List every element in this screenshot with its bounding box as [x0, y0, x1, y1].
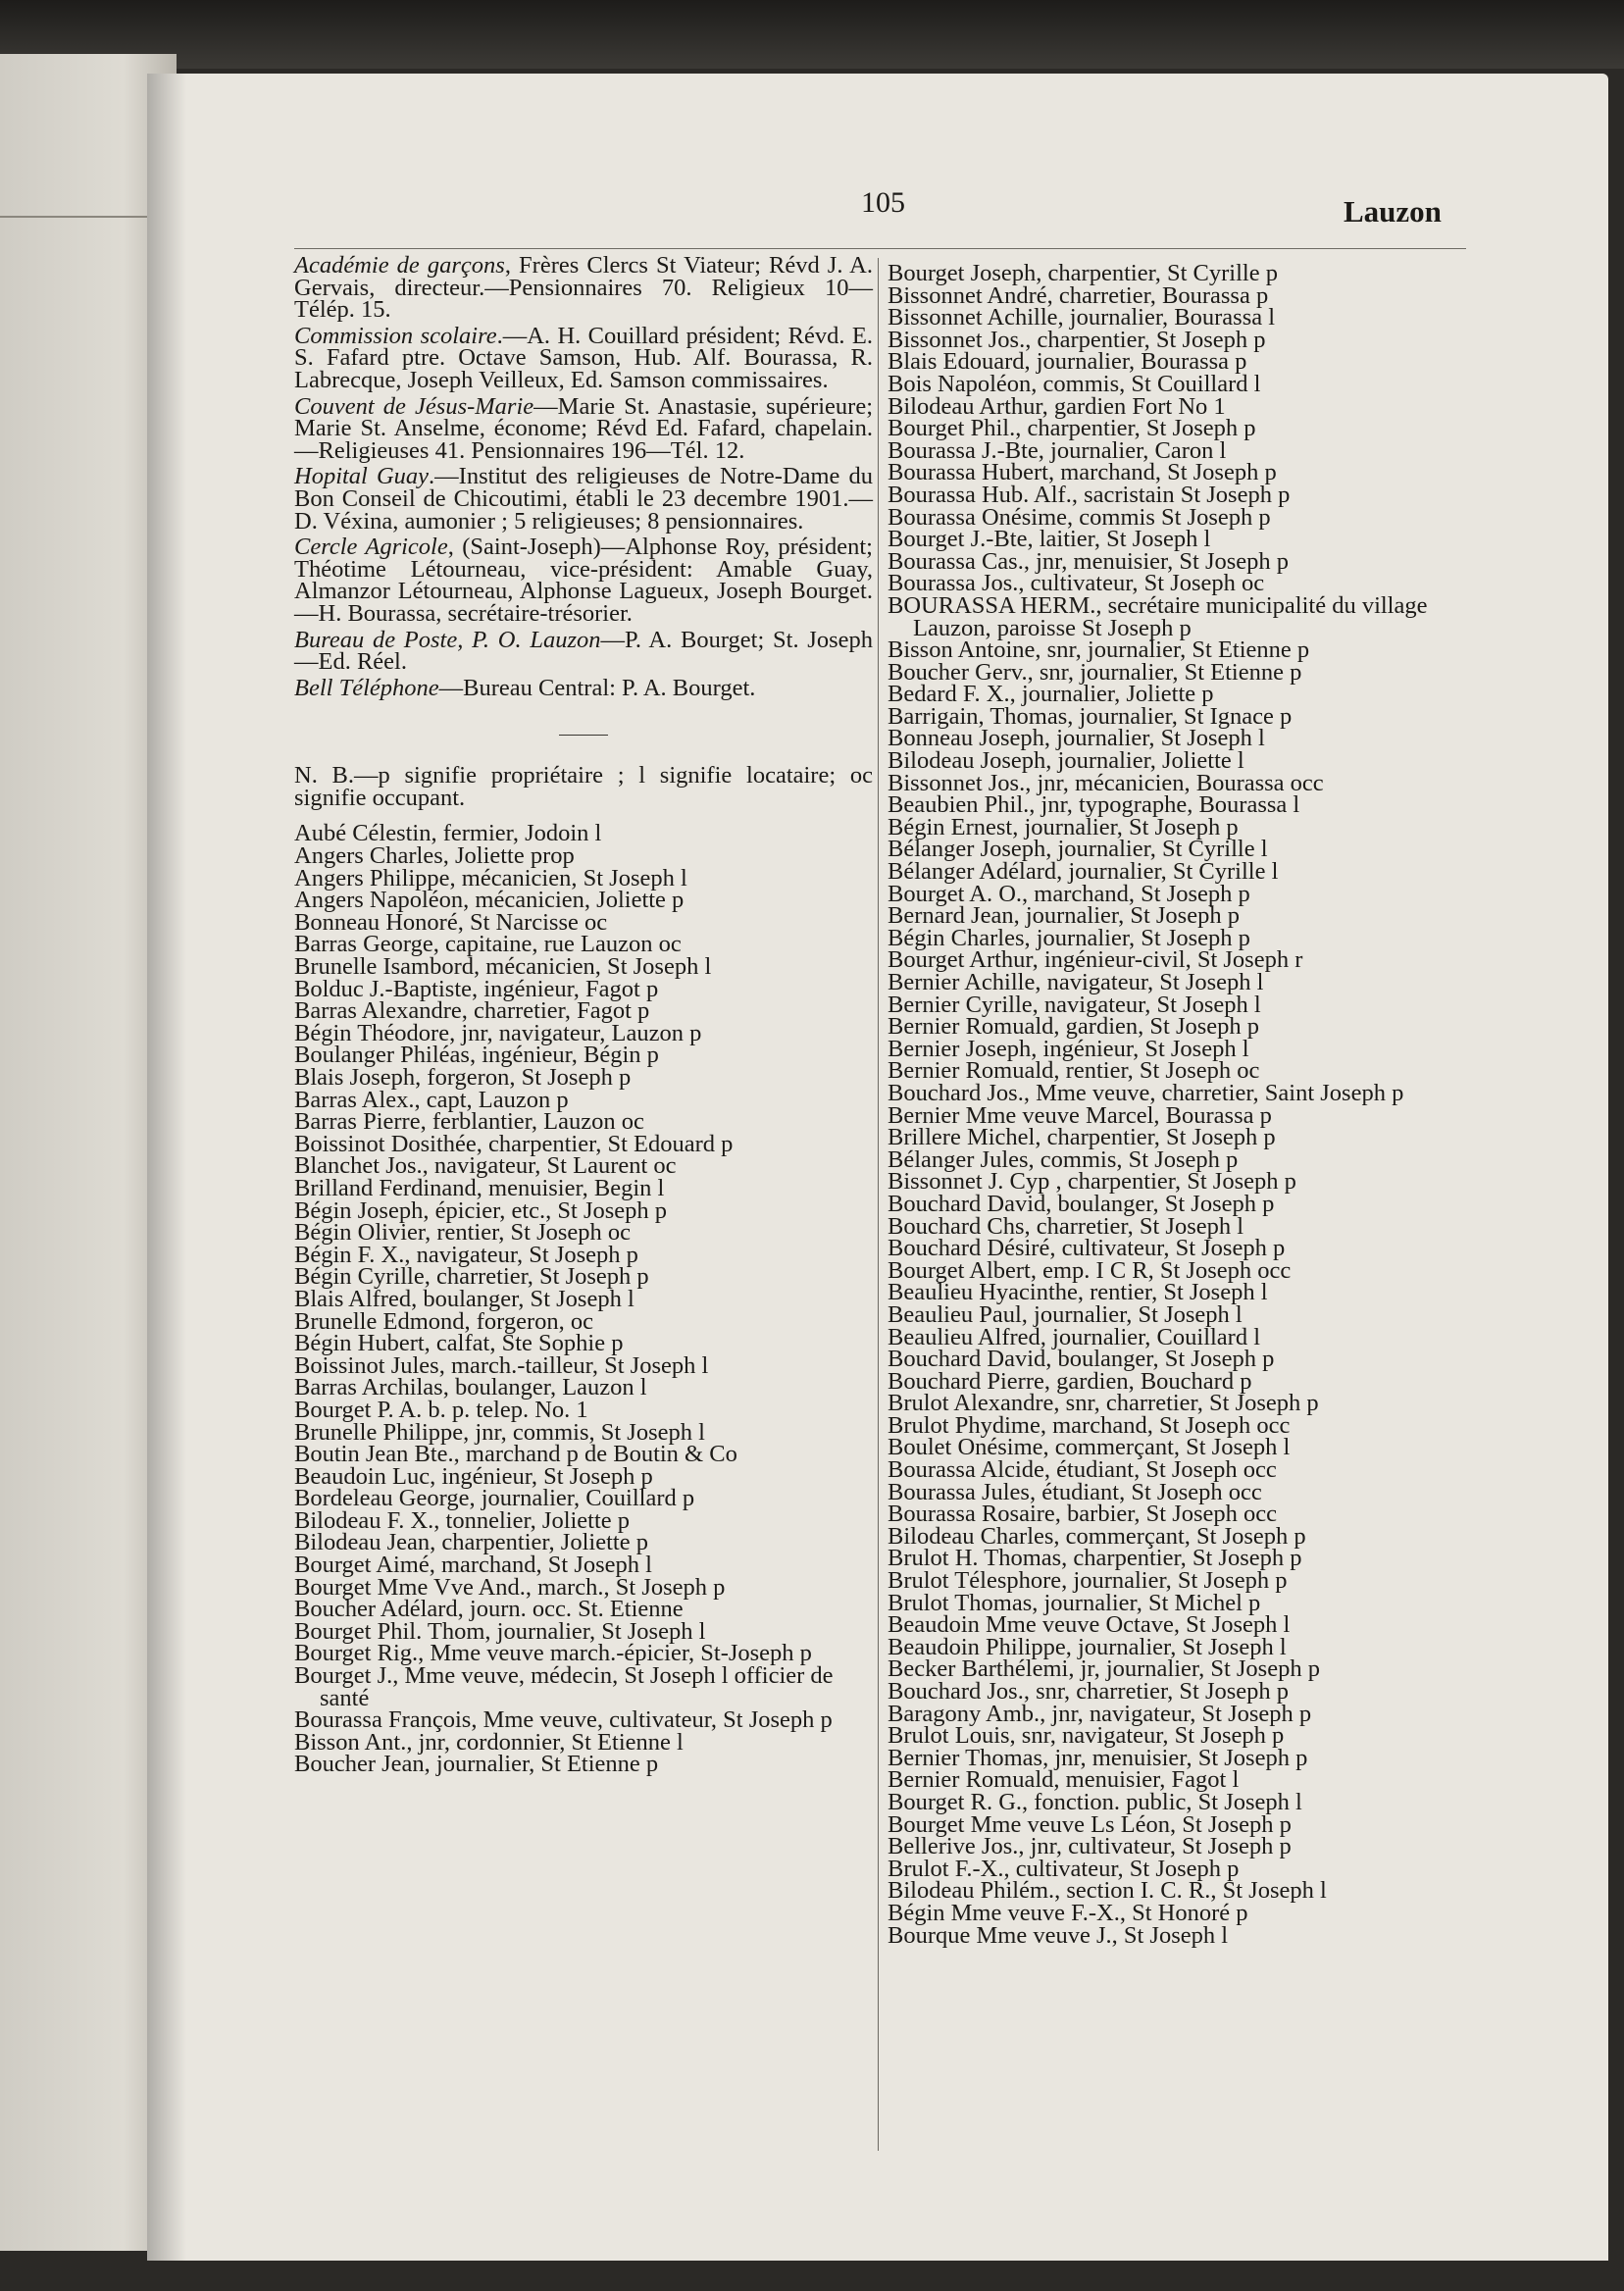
- section-divider: [559, 735, 608, 736]
- directory-entry: Bouchard David, boulanger, St Joseph p: [888, 1346, 1275, 1373]
- directory-entry: Blanchet Jos., navigateur, St Laurent oc: [294, 1152, 677, 1180]
- directory-entry: Bilodeau Arthur, gardien Fort No 1: [888, 392, 1226, 420]
- directory-entry: Bissonnet Jos., charpentier, St Joseph p: [888, 326, 1266, 353]
- directory-entry: Bourassa Alcide, étudiant, St Joseph occ: [888, 1456, 1277, 1484]
- directory-entry: Bourget Phil., charpentier, St Joseph p: [888, 415, 1256, 442]
- directory-entry: Bourget Joseph, charpentier, St Cyrille p: [888, 260, 1278, 286]
- left-directory-list: [294, 820, 873, 1778]
- institution-text: .—A. H. Couillard président; Révd. E. S. Fafard ptre. Octave Samson, Hub. Alf. Bourassa, R. Labrecque, Joseph Veilleux, Ed. Samson commissaires.: [294, 322, 873, 393]
- directory-entry: Baragony Amb., jnr, navigateur, St Joseph p: [888, 1700, 1312, 1727]
- institution-name: Académie de garçons: [294, 252, 505, 279]
- directory-entry: Bilodeau Joseph, journalier, Joliette l: [888, 747, 1244, 775]
- directory-entry: Brulot Thomas, journalier, St Michel p: [888, 1589, 1261, 1616]
- directory-entry: Bourassa Jos., cultivateur, St Joseph oc: [888, 570, 1265, 597]
- institution-entry: [294, 322, 873, 393]
- directory-entry: Bégin Mme veuve F.-X., St Honoré p: [888, 1899, 1248, 1926]
- running-head: Lauzon: [1344, 194, 1442, 229]
- directory-entry: Brulot Louis, snr, navigateur, St Joseph p: [888, 1722, 1285, 1750]
- directory-entry: Boissinot Jules, march.-tailleur, St Joseph l: [294, 1351, 709, 1379]
- directory-entry: Bissonnet Achille, journalier, Bourassa l: [888, 304, 1276, 331]
- directory-entry: Becker Barthélemi, jr, journalier, St Joseph p: [888, 1655, 1320, 1683]
- directory-entry: Bourassa Jules, étudiant, St Joseph occ: [888, 1478, 1262, 1505]
- directory-entry: Barras Archilas, boulanger, Lauzon l: [294, 1374, 647, 1401]
- directory-entry: Bégin Charles, journalier, St Joseph p: [888, 924, 1250, 951]
- institution-text: , (Saint-Joseph)—Alphonse Roy, président; Théotime Létourneau, vice-président: Amable Guay, Almanzor Létourneau, Alphonse Lagueux, Joseph Bourget.—H. Bourassa, secrétaire-trésorier.: [294, 534, 873, 627]
- directory-entry: Boulanger Philéas, ingénieur, Bégin p: [294, 1042, 659, 1069]
- directory-entry: Bourget Albert, emp. I C R, St Joseph occ: [888, 1256, 1292, 1284]
- right-column: [888, 260, 1466, 1949]
- directory-entry: Brulot Télesphore, journalier, St Joseph p: [888, 1567, 1288, 1595]
- directory-entry: Boutin Jean Bte., marchand p de Boutin & Co: [294, 1441, 737, 1468]
- directory-entry: Bourassa Onésime, commis St Joseph p: [888, 503, 1271, 531]
- directory-entry: Bedard F. X., journalier, Joliette p: [888, 681, 1214, 708]
- directory-entry: Bernier Romuald, gardien, St Joseph p: [888, 1013, 1260, 1041]
- institution-entry: [294, 626, 873, 676]
- column-divider: [878, 258, 879, 2151]
- directory-entry: Bourget R. G., fonction. public, St Joseph l: [888, 1788, 1302, 1815]
- directory-entry: Bernier Mme veuve Marcel, Bourassa p: [888, 1101, 1272, 1129]
- directory-entry: Bourget Arthur, ingénieur-civil, St Joseph r: [888, 946, 1303, 974]
- directory-entry: Bilodeau Philém., section I. C. R., St Joseph l: [888, 1877, 1327, 1905]
- directory-entry: Bonneau Honoré, St Narcisse oc: [294, 908, 608, 936]
- directory-entry: Bouchard Désiré, cultivateur, St Joseph p: [888, 1235, 1286, 1262]
- directory-entry: Bourget Mme Vve And., march., St Joseph p: [294, 1573, 726, 1601]
- directory-entry: Bourassa François, Mme veuve, cultivateur, St Joseph p: [294, 1706, 833, 1734]
- directory-entry: Bourassa Hubert, marchand, St Joseph p: [888, 459, 1277, 486]
- directory-entry: Bourassa Rosaire, barbier, St Joseph occ: [888, 1501, 1278, 1528]
- directory-entry: Bégin Olivier, rentier, St Joseph oc: [294, 1219, 632, 1247]
- directory-entry: Barras Pierre, ferblantier, Lauzon oc: [294, 1108, 644, 1136]
- directory-entry: Bourget Mme veuve Ls Léon, St Joseph p: [888, 1810, 1292, 1838]
- directory-entry: Bissonnet Jos., jnr, mécanicien, Bourassa occ: [888, 769, 1324, 796]
- directory-entry: Bourget P. A. b. p. telep. No. 1: [294, 1396, 588, 1423]
- directory-entry: Boulet Onésime, commerçant, St Joseph l: [888, 1434, 1291, 1461]
- directory-entry: Bégin Hubert, calfat, Ste Sophie p: [294, 1330, 624, 1357]
- gutter-shadow: [147, 74, 186, 2261]
- directory-entry: Brulot F.-X., cultivateur, St Joseph p: [888, 1855, 1240, 1882]
- directory-entry: Bernier Romuald, menuisier, Fagot l: [888, 1766, 1240, 1794]
- directory-entry: Bégin Ernest, journalier, St Joseph p: [888, 813, 1239, 840]
- directory-entry: Boucher Jean, journalier, St Etienne p: [294, 1751, 659, 1778]
- directory-entry: BOURASSA HERM., secrétaire municipalité du village Lauzon, paroisse St Joseph p: [888, 591, 1428, 641]
- directory-entry: Brunelle Philippe, jnr, commis, St Joseph l: [294, 1418, 705, 1446]
- institution-name: Hopital Guay: [294, 463, 430, 490]
- directory-entry: Angers Napoléon, mécanicien, Joliette p: [294, 887, 685, 914]
- directory-entry: Beaubien Phil., jnr, typographe, Bourassa l: [888, 791, 1300, 819]
- directory-entry: Bourassa Hub. Alf., sacristain St Joseph p: [888, 481, 1291, 508]
- institution-name: Bell Téléphone: [294, 674, 439, 701]
- directory-entry: Beaudoin Mme veuve Octave, St Joseph l: [888, 1611, 1291, 1639]
- directory-entry: Brunelle Edmond, forgeron, oc: [294, 1307, 594, 1335]
- directory-entry: Bélanger Adélard, journalier, St Cyrille l: [888, 858, 1279, 886]
- directory-entry: Blais Alfred, boulanger, St Joseph l: [294, 1285, 634, 1312]
- directory-entry: Beaudoin Luc, ingénieur, St Joseph p: [294, 1462, 653, 1490]
- directory-entry: Bisson Ant., jnr, cordonnier, St Etienne l: [294, 1728, 684, 1756]
- directory-entry: Bonneau Joseph, journalier, St Joseph l: [888, 725, 1265, 752]
- institution-name: Commission scolaire: [294, 322, 497, 349]
- directory-entry: Blais Joseph, forgeron, St Joseph p: [294, 1064, 632, 1091]
- directory-entry: Bégin Joseph, épicier, etc., St Joseph p: [294, 1196, 668, 1224]
- directory-entry: Bégin Théodore, jnr, navigateur, Lauzon p: [294, 1019, 702, 1046]
- directory-entry: Bissonnet André, charretier, Bourassa p: [888, 281, 1269, 309]
- directory-entry: Bernier Joseph, ingénieur, St Joseph l: [888, 1035, 1249, 1062]
- directory-entry: Bilodeau F. X., tonnelier, Joliette p: [294, 1506, 631, 1534]
- institution-entry: [294, 392, 873, 464]
- directory-entry: Blais Edouard, journalier, Bourassa p: [888, 348, 1247, 376]
- directory-entry: Bernier Thomas, jnr, menuisier, St Joseph p: [888, 1744, 1308, 1771]
- directory-entry: Bourget J., Mme veuve, médecin, St Joseph l officier de santé: [294, 1662, 834, 1711]
- directory-entry: Bouchard Jos., Mme veuve, charretier, Saint Joseph p: [888, 1079, 1404, 1106]
- institution-text: —P. A. Bourget; St. Joseph—Ed. Réel.: [294, 626, 873, 676]
- directory-entry: Bourget Rig., Mme veuve march.-épicier, St-Joseph p: [294, 1640, 812, 1667]
- directory-entry: Bissonnet J. Cyp , charpentier, St Joseph p: [888, 1168, 1296, 1196]
- directory-entry: Boissinot Dosithée, charpentier, St Edouard p: [294, 1130, 734, 1157]
- directory-entry: Brunelle Isambord, mécanicien, St Joseph l: [294, 953, 712, 981]
- directory-entry: Bourget Aimé, marchand, St Joseph l: [294, 1552, 652, 1579]
- directory-entry: Bourassa J.-Bte, journalier, Caron l: [888, 436, 1227, 464]
- directory-entry: Bois Napoléon, commis, St Couillard l: [888, 370, 1261, 397]
- directory-entry: Bourassa Cas., jnr, menuisier, St Joseph p: [888, 547, 1290, 575]
- directory-entry: Bélanger Joseph, journalier, St Cyrille l: [888, 836, 1268, 863]
- directory-entry: Bourget Phil. Thom, journalier, St Joseph l: [294, 1617, 706, 1645]
- directory-entry: Brulot Phydime, marchand, St Joseph occ: [888, 1411, 1291, 1439]
- directory-entry: Bouchard Jos., snr, charretier, St Joseph p: [888, 1678, 1290, 1705]
- institution-entry: [294, 536, 873, 625]
- directory-entry: Barras George, capitaine, rue Lauzon oc: [294, 931, 682, 958]
- directory-entry: Bilodeau Jean, charpentier, Joliette p: [294, 1529, 648, 1556]
- directory-entry: Brillere Michel, charpentier, St Joseph p: [888, 1124, 1276, 1151]
- legend-note: N. B.—p signifie propriétaire ; l signifie locataire; oc signifie occupant.: [294, 762, 873, 811]
- directory-entry: Bouchard Chs, charretier, St Joseph l: [888, 1212, 1244, 1240]
- institution-entry: [294, 252, 873, 324]
- directory-entry: Beaulieu Alfred, journalier, Couillard l: [888, 1323, 1261, 1350]
- institutions-list: [294, 252, 874, 701]
- header-rule: [294, 248, 1466, 249]
- directory-entry: Bernard Jean, journalier, St Joseph p: [888, 902, 1240, 930]
- directory-entry: Aubé Célestin, fermier, Jodoin l: [294, 820, 602, 847]
- institution-text: —Bureau Central: P. A. Bourget.: [438, 674, 756, 701]
- institution-text: .—Institut des religieuses de Notre-Dame du Bon Conseil de Chicoutimi, établi le 23 decembre 1901.—D. Véxina, aumonier ; 5 religieuses; 8 pensionnaires.: [294, 463, 874, 535]
- scanner-background: [0, 0, 1624, 69]
- directory-entry: Beaulieu Hyacinthe, rentier, St Joseph l: [888, 1279, 1268, 1306]
- institution-name: Bureau de Poste, P. O. Lauzon: [294, 626, 601, 653]
- facing-page-rule: [0, 216, 147, 218]
- directory-entry: Beaudoin Philippe, journalier, St Joseph l: [888, 1633, 1287, 1660]
- directory-entry: Bernier Cyrille, navigateur, St Joseph l: [888, 991, 1261, 1018]
- directory-entry: Bourget A. O., marchand, St Joseph p: [888, 880, 1250, 907]
- institution-entry: [294, 463, 874, 535]
- directory-entry: Bordeleau George, journalier, Couillard p: [294, 1485, 695, 1512]
- institution-entry: [294, 674, 873, 701]
- directory-entry: Angers Charles, Joliette prop: [294, 842, 575, 870]
- directory-entry: Beaulieu Paul, journalier, St Joseph l: [888, 1300, 1243, 1328]
- right-directory-list: [888, 260, 1466, 1949]
- directory-entry: Brulot H. Thomas, charpentier, St Joseph p: [888, 1545, 1302, 1572]
- directory-entry: Barras Alexandre, charretier, Fagot p: [294, 997, 650, 1025]
- directory-entry: Bouchard Pierre, gardien, Bouchard p: [888, 1367, 1252, 1395]
- institution-text: —Marie St. Anastasie, supérieure; Marie St. Anselme, économe; Révd Ed. Fafard, chapelain.—Religieuses 41. Pensionnaires 196—Tél. 12.: [294, 392, 873, 464]
- page-number: 105: [861, 186, 905, 219]
- institution-name: Cercle Agricole: [294, 534, 448, 561]
- directory-entry: Barrigain, Thomas, journalier, St Ignace p: [888, 702, 1293, 730]
- directory-entry: Brulot Alexandre, snr, charretier, St Joseph p: [888, 1390, 1319, 1417]
- directory-entry: Angers Philippe, mécanicien, St Joseph l: [294, 864, 687, 891]
- directory-entry: Bernier Achille, navigateur, St Joseph l: [888, 969, 1264, 995]
- directory-entry: Bourque Mme veuve J., St Joseph l: [888, 1921, 1229, 1949]
- directory-entry: Bouchard David, boulanger, St Joseph p: [888, 1190, 1275, 1217]
- directory-entry: Bernier Romuald, rentier, St Joseph oc: [888, 1057, 1260, 1085]
- directory-entry: Barras Alex., capt, Lauzon p: [294, 1086, 569, 1113]
- directory-entry: Boucher Adélard, journ. occ. St. Etienne: [294, 1596, 684, 1623]
- institution-name: Couvent de Jésus-Marie: [294, 392, 534, 420]
- directory-entry: Boucher Gerv., snr, journalier, St Etienne p: [888, 658, 1302, 686]
- directory-entry: Bilodeau Charles, commerçant, St Joseph p: [888, 1522, 1306, 1550]
- directory-entry: Bélanger Jules, commis, St Joseph p: [888, 1146, 1239, 1173]
- directory-entry: Bourget J.-Bte, laitier, St Joseph l: [888, 526, 1211, 553]
- directory-entry: Bolduc J.-Baptiste, ingénieur, Fagot p: [294, 975, 659, 1002]
- directory-entry: Brilland Ferdinand, menuisier, Begin l: [294, 1174, 665, 1201]
- directory-entry: Bisson Antoine, snr, journalier, St Etienne p: [888, 636, 1310, 664]
- left-column: [294, 252, 874, 1778]
- directory-entry: Bellerive Jos., jnr, cultivateur, St Joseph p: [888, 1833, 1292, 1860]
- institution-text: , Frères Clercs St Viateur; Révd J. A. Gervais, directeur.—Pensionnaires 70. Religieux 10—Télép. 15.: [294, 252, 873, 324]
- directory-entry: Bégin Cyrille, charretier, St Joseph p: [294, 1263, 649, 1291]
- directory-entry: Bégin F. X., navigateur, St Joseph p: [294, 1241, 638, 1268]
